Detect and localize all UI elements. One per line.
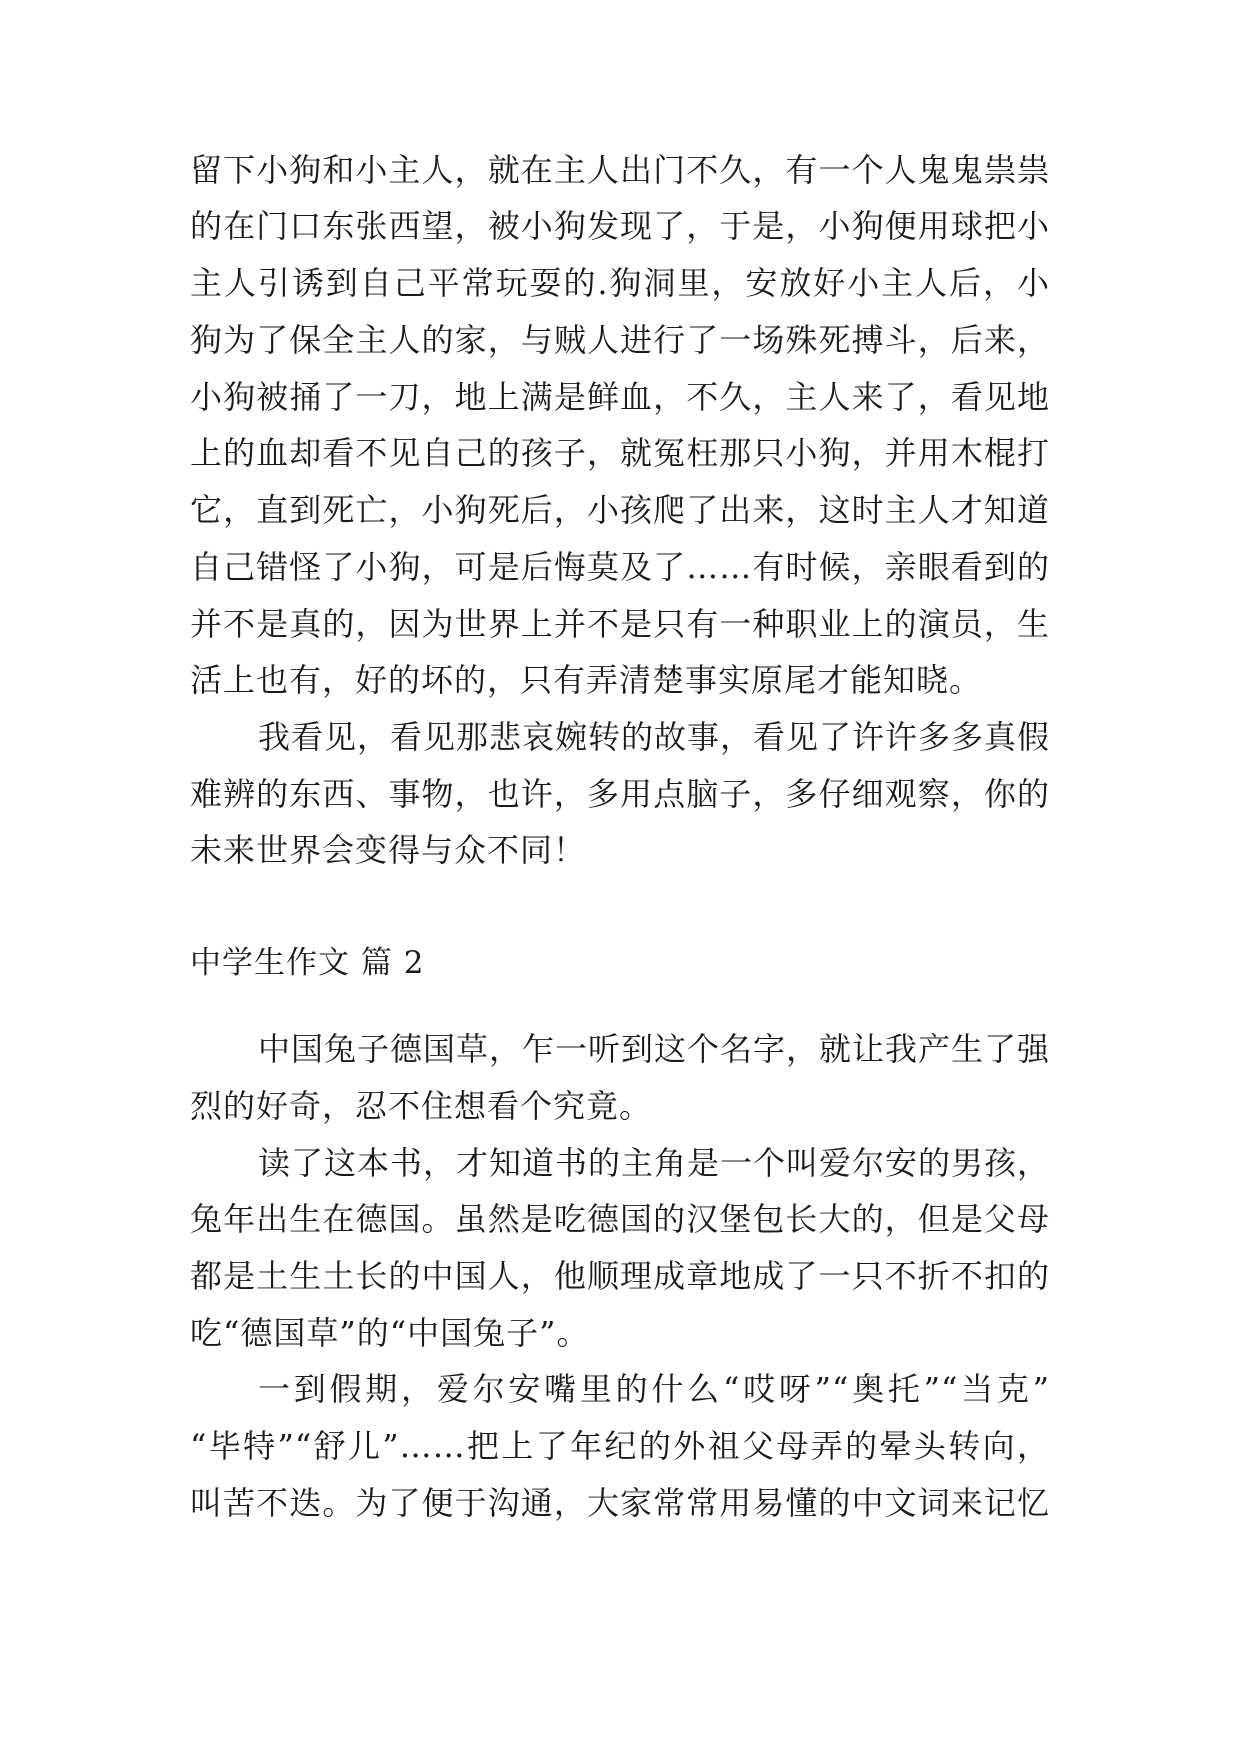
text-line: 我看见，看见那悲哀婉转的故事，看见了许许多多真假 (258, 718, 1050, 756)
text-line: 并不是真的，因为世界上并不是只有一种职业上的演员，生 (190, 605, 1050, 643)
text-line: “毕特”“舒儿”……把上了年纪的外祖父母弄的晕头转向， (190, 1427, 1050, 1465)
text-line: 狗为了保全主人的家，与贼人进行了一场殊死搏斗，后来， (190, 321, 1050, 359)
text-line: 读了这本书，才知道书的主角是一个叫爱尔安的男孩， (258, 1144, 1050, 1182)
text-line: 叫苦不迭。为了便于沟通，大家常常用易懂的中文词来记忆 (190, 1484, 1050, 1522)
text-line: 小狗被捅了一刀，地上满是鲜血，不久，主人来了，看见地 (190, 378, 1050, 416)
text-line: 烈的好奇，忍不住想看个究竟。 (190, 1087, 653, 1125)
text-line: 它，直到死亡，小狗死后，小孩爬了出来，这时主人才知道 (190, 491, 1050, 529)
text-line: 未来世界会变得与众不同！ (190, 831, 587, 869)
text-line: 一到假期，爱尔安嘴里的什么“哎呀”“奥托”“当克” (258, 1370, 1050, 1408)
text-line: 的在门口东张西望，被小狗发现了，于是，小狗便用球把小 (190, 207, 1050, 245)
text-line: 活上也有，好的坏的，只有弄清楚事实原尾才能知晓。 (190, 661, 983, 699)
text-line: 难辨的东西、事物，也许，多用点脑子，多仔细观察，你的 (190, 775, 1050, 813)
text-line: 中国兔子德国草，乍一听到这个名字，就让我产生了强 (258, 1030, 1050, 1068)
section-heading: 中学生作文 篇 2 (190, 945, 425, 981)
text-line: 都是土生土长的中国人，他顺理成章地成了一只不折不扣的 (190, 1257, 1050, 1295)
text-line: 自己错怪了小狗，可是后悔莫及了……有时候，亲眼看到的 (190, 548, 1050, 586)
text-line: 兔年出生在德国。虽然是吃德国的汉堡包长大的，但是父母 (190, 1200, 1050, 1238)
text-line: 上的血却看不见自己的孩子，就冤枉那只小狗，并用木棍打 (190, 434, 1050, 472)
text-line: 主人引诱到自己平常玩耍的.狗洞里，安放好小主人后，小 (190, 264, 1050, 302)
text-line: 吃“德国草”的“中国兔子”。 (190, 1314, 590, 1352)
text-line: 留下小狗和小主人，就在主人出门不久，有一个人鬼鬼祟祟 (190, 151, 1050, 189)
